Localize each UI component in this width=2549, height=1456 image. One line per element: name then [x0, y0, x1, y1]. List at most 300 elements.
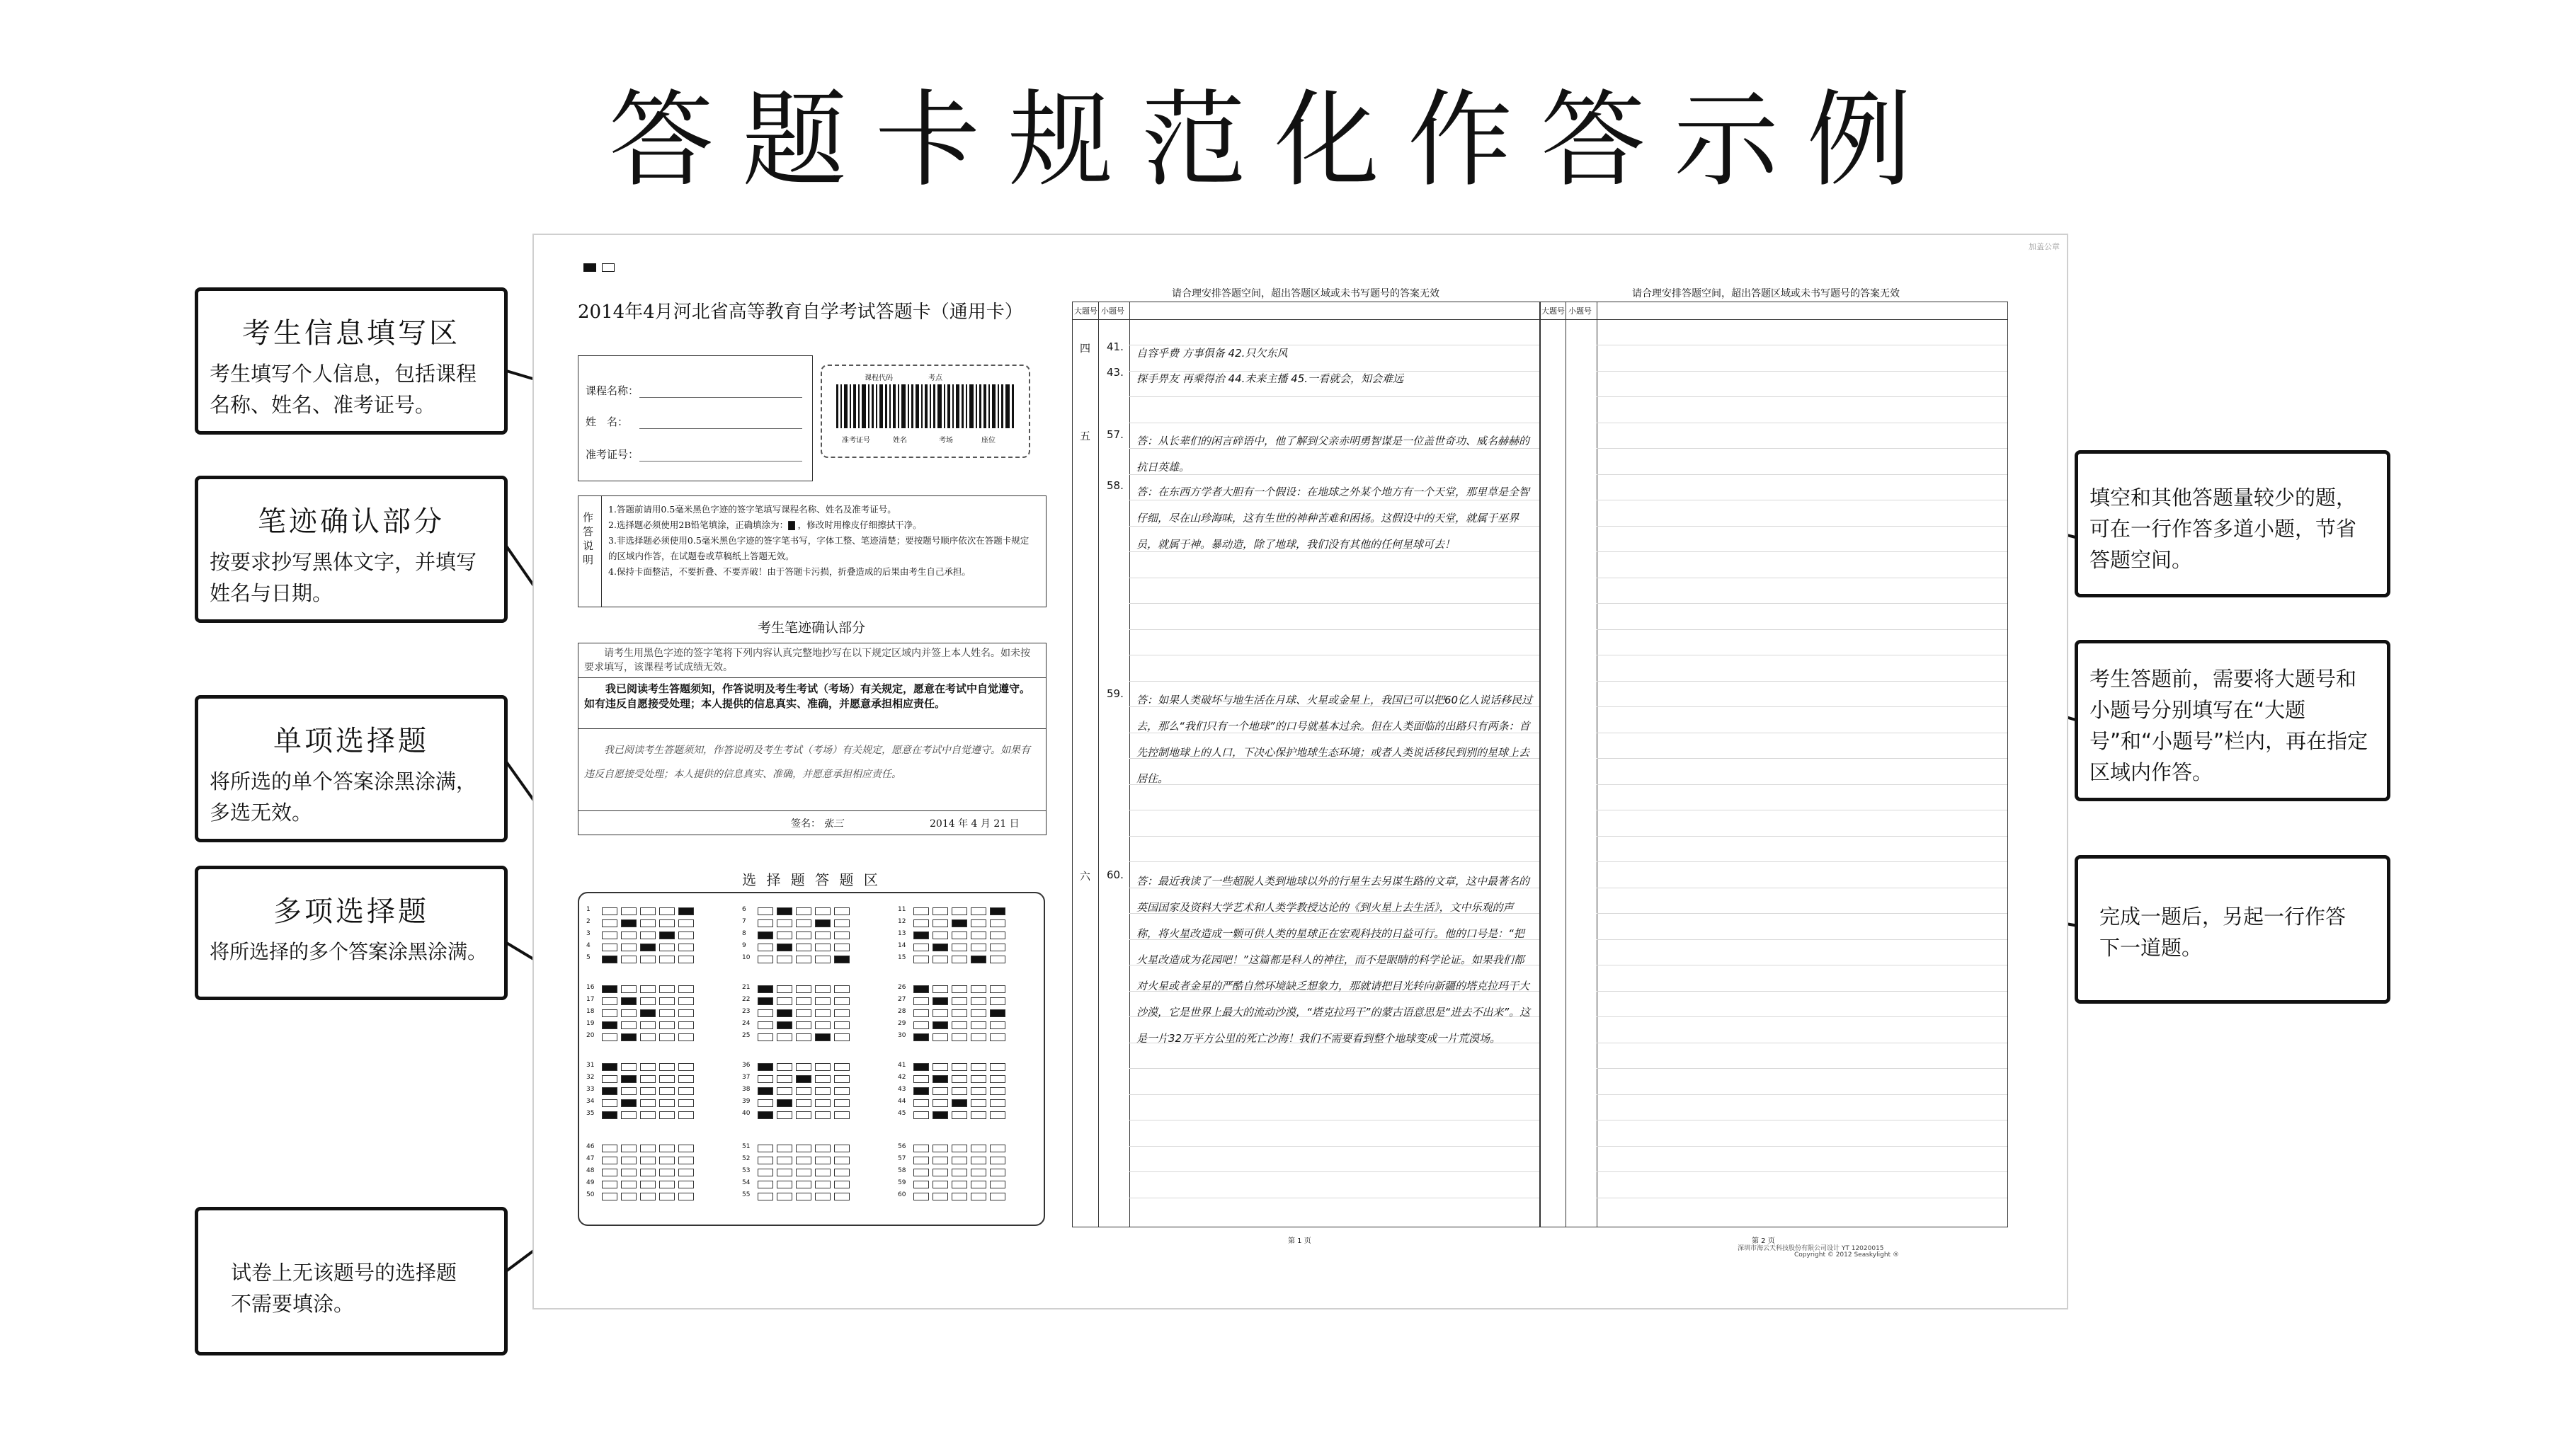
bubble-filled[interactable]	[796, 1075, 811, 1083]
bubble[interactable]	[952, 1169, 967, 1176]
bubble-filled[interactable]	[758, 997, 773, 1005]
bubble[interactable]	[913, 1157, 929, 1164]
bubble[interactable]	[659, 919, 675, 927]
bubble-filled[interactable]	[990, 907, 1005, 915]
bubble-filled[interactable]	[933, 944, 948, 951]
signature-value[interactable]: 张三	[823, 818, 843, 830]
bubble[interactable]	[971, 919, 986, 927]
bubble[interactable]	[777, 1063, 792, 1071]
bubble[interactable]	[971, 1087, 986, 1095]
bubble[interactable]	[621, 907, 637, 915]
bubble[interactable]	[621, 956, 637, 963]
bubble[interactable]	[796, 1009, 811, 1017]
bubble[interactable]	[952, 1063, 967, 1071]
bubble[interactable]	[913, 1099, 929, 1107]
bubble[interactable]	[990, 944, 1005, 951]
bubble[interactable]	[602, 1169, 617, 1176]
bubble[interactable]	[678, 1157, 694, 1164]
bubble[interactable]	[971, 1145, 986, 1152]
answer-text[interactable]: 答：如果人类破坏与地生活在月球、火星或金星上，我国已可以把60亿人说话移民过去，那么“我们只有一个地球”的口号就基本过余。但在人类面临的出路只有两条：首先控制地球上的人口，下决心保护地球生态环境；或者人类说话移民到别的星球上去居住。	[1136, 694, 1533, 785]
bubble-filled[interactable]	[602, 1087, 617, 1095]
bubble[interactable]	[913, 1181, 929, 1188]
bubble[interactable]	[678, 1181, 694, 1188]
bubble-filled[interactable]	[640, 944, 656, 951]
bubble[interactable]	[815, 956, 831, 963]
bubble[interactable]	[913, 1021, 929, 1029]
bubble-filled[interactable]	[621, 1033, 637, 1041]
bubble-filled[interactable]	[602, 956, 617, 963]
bubble[interactable]	[815, 985, 831, 993]
bubble[interactable]	[758, 1181, 773, 1188]
bubble[interactable]	[602, 1075, 617, 1083]
bubble[interactable]	[602, 1099, 617, 1107]
bubble-filled[interactable]	[621, 1099, 637, 1107]
bubble-filled[interactable]	[758, 932, 773, 939]
bubble-filled[interactable]	[913, 1033, 929, 1041]
bubble[interactable]	[621, 1021, 637, 1029]
bubble[interactable]	[640, 1099, 656, 1107]
bubble[interactable]	[678, 919, 694, 927]
bubble[interactable]	[777, 1181, 792, 1188]
bubble[interactable]	[913, 1169, 929, 1176]
bubble[interactable]	[971, 1169, 986, 1176]
bubble[interactable]	[796, 1169, 811, 1176]
bubble[interactable]	[933, 1009, 948, 1017]
bubble[interactable]	[758, 1169, 773, 1176]
bubble[interactable]	[990, 1157, 1005, 1164]
bubble[interactable]	[640, 997, 656, 1005]
bubble[interactable]	[971, 997, 986, 1005]
bubble[interactable]	[777, 956, 792, 963]
bubble[interactable]	[659, 1145, 675, 1152]
bubble[interactable]	[640, 907, 656, 915]
bubble[interactable]	[796, 985, 811, 993]
bubble[interactable]	[777, 1193, 792, 1200]
bubble-filled[interactable]	[621, 1075, 637, 1083]
bubble[interactable]	[834, 1157, 850, 1164]
bubble[interactable]	[834, 1111, 850, 1119]
bubble[interactable]	[659, 1087, 675, 1095]
bubble[interactable]	[796, 1193, 811, 1200]
bubble[interactable]	[834, 932, 850, 939]
bubble[interactable]	[659, 1033, 675, 1041]
bubble[interactable]	[758, 907, 773, 915]
bubble[interactable]	[621, 932, 637, 939]
bubble-filled[interactable]	[913, 1063, 929, 1071]
bubble[interactable]	[933, 956, 948, 963]
bubble[interactable]	[952, 907, 967, 915]
bubble[interactable]	[758, 1157, 773, 1164]
bubble[interactable]	[990, 1021, 1005, 1029]
bubble[interactable]	[678, 1009, 694, 1017]
bubble[interactable]	[796, 1033, 811, 1041]
bubble[interactable]	[990, 1099, 1005, 1107]
bubble[interactable]	[913, 956, 929, 963]
bubble[interactable]	[933, 1033, 948, 1041]
bubble[interactable]	[971, 907, 986, 915]
bubble-filled[interactable]	[913, 1087, 929, 1095]
bubble-filled[interactable]	[640, 1009, 656, 1017]
bubble[interactable]	[777, 919, 792, 927]
bubble[interactable]	[933, 1145, 948, 1152]
bubble[interactable]	[659, 944, 675, 951]
bubble[interactable]	[640, 1075, 656, 1083]
bubble[interactable]	[952, 1033, 967, 1041]
bubble[interactable]	[834, 1075, 850, 1083]
bubble[interactable]	[640, 1169, 656, 1176]
bubble[interactable]	[796, 1099, 811, 1107]
bubble[interactable]	[952, 997, 967, 1005]
bubble[interactable]	[678, 932, 694, 939]
bubble[interactable]	[678, 1099, 694, 1107]
bubble[interactable]	[913, 1111, 929, 1119]
bubble[interactable]	[815, 1145, 831, 1152]
bubble[interactable]	[933, 919, 948, 927]
bubble[interactable]	[621, 1169, 637, 1176]
bubble[interactable]	[640, 956, 656, 963]
bubble[interactable]	[640, 1111, 656, 1119]
bubble[interactable]	[990, 919, 1005, 927]
bubble-filled[interactable]	[990, 1009, 1005, 1017]
bubble[interactable]	[952, 1181, 967, 1188]
bubble[interactable]	[777, 1145, 792, 1152]
bubble[interactable]	[933, 985, 948, 993]
bubble[interactable]	[777, 932, 792, 939]
bubble[interactable]	[990, 956, 1005, 963]
bubble[interactable]	[815, 1099, 831, 1107]
bubble[interactable]	[640, 932, 656, 939]
bubble[interactable]	[678, 1033, 694, 1041]
bubble[interactable]	[621, 1145, 637, 1152]
bubble[interactable]	[834, 907, 850, 915]
bubble-filled[interactable]	[621, 997, 637, 1005]
bubble[interactable]	[815, 1075, 831, 1083]
bubble[interactable]	[659, 985, 675, 993]
bubble[interactable]	[952, 985, 967, 993]
bubble[interactable]	[815, 1021, 831, 1029]
bubble[interactable]	[971, 1075, 986, 1083]
bubble[interactable]	[640, 985, 656, 993]
bubble[interactable]	[621, 1193, 637, 1200]
bubble[interactable]	[990, 1145, 1005, 1152]
bubble[interactable]	[640, 919, 656, 927]
bubble[interactable]	[952, 1009, 967, 1017]
bubble[interactable]	[834, 1087, 850, 1095]
bubble[interactable]	[796, 1087, 811, 1095]
bubble[interactable]	[815, 1157, 831, 1164]
bubble[interactable]	[602, 997, 617, 1005]
bubble[interactable]	[796, 956, 811, 963]
bubble[interactable]	[602, 1193, 617, 1200]
bubble-filled[interactable]	[834, 956, 850, 963]
bubble[interactable]	[602, 907, 617, 915]
bubble[interactable]	[659, 1181, 675, 1188]
bubble[interactable]	[990, 1087, 1005, 1095]
bubble[interactable]	[815, 1169, 831, 1176]
bubble[interactable]	[758, 1099, 773, 1107]
bubble[interactable]	[602, 1157, 617, 1164]
bubble[interactable]	[933, 932, 948, 939]
bubble[interactable]	[640, 1193, 656, 1200]
bubble[interactable]	[815, 1193, 831, 1200]
bubble-filled[interactable]	[971, 956, 986, 963]
bubble[interactable]	[796, 907, 811, 915]
bubble[interactable]	[640, 1157, 656, 1164]
bubble[interactable]	[834, 1193, 850, 1200]
bubble[interactable]	[659, 1157, 675, 1164]
bubble[interactable]	[815, 1009, 831, 1017]
bubble-filled[interactable]	[621, 919, 637, 927]
bubble[interactable]	[933, 1063, 948, 1071]
bubble[interactable]	[815, 1063, 831, 1071]
answer-text[interactable]: 答：从长辈们的闲言碎语中，他了解到父亲赤明勇智谋是一位盖世奇功、威名赫赫的抗日英雄。	[1136, 435, 1530, 474]
bubble-filled[interactable]	[758, 985, 773, 993]
bubble[interactable]	[913, 997, 929, 1005]
bubble[interactable]	[678, 944, 694, 951]
bubble[interactable]	[971, 1033, 986, 1041]
bubble[interactable]	[777, 1075, 792, 1083]
bubble[interactable]	[834, 919, 850, 927]
bubble[interactable]	[834, 1033, 850, 1041]
bubble[interactable]	[678, 1075, 694, 1083]
bubble-filled[interactable]	[933, 1075, 948, 1083]
bubble[interactable]	[602, 1033, 617, 1041]
bubble[interactable]	[933, 907, 948, 915]
bubble[interactable]	[796, 919, 811, 927]
bubble[interactable]	[796, 997, 811, 1005]
bubble[interactable]	[777, 1157, 792, 1164]
bubble[interactable]	[796, 1181, 811, 1188]
bubble[interactable]	[659, 956, 675, 963]
bubble[interactable]	[777, 985, 792, 993]
bubble[interactable]	[933, 1169, 948, 1176]
bubble[interactable]	[640, 1087, 656, 1095]
bubble-filled[interactable]	[952, 919, 967, 927]
bubble-filled[interactable]	[913, 932, 929, 939]
bubble[interactable]	[621, 1111, 637, 1119]
bubble[interactable]	[777, 1111, 792, 1119]
bubble[interactable]	[990, 1193, 1005, 1200]
bubble[interactable]	[971, 944, 986, 951]
bubble-filled[interactable]	[758, 1111, 773, 1119]
bubble[interactable]	[659, 1009, 675, 1017]
bubble[interactable]	[659, 1021, 675, 1029]
bubble[interactable]	[815, 944, 831, 951]
bubble[interactable]	[758, 1145, 773, 1152]
bubble-filled[interactable]	[659, 932, 675, 939]
bubble[interactable]	[758, 1021, 773, 1029]
bubble[interactable]	[834, 1099, 850, 1107]
bubble[interactable]	[971, 1063, 986, 1071]
handwriting-copy[interactable]: 我已阅读考生答题须知，作答说明及考生考试（考场）有关规定，愿意在考试中自觉遵守。如果有违反自愿接受处理；本人提供的信息真实、准确，并愿意承担相应责任。	[584, 745, 1030, 780]
bubble[interactable]	[796, 932, 811, 939]
bubble[interactable]	[990, 997, 1005, 1005]
bubble[interactable]	[678, 1021, 694, 1029]
bubble[interactable]	[659, 997, 675, 1005]
bubble[interactable]	[659, 1169, 675, 1176]
bubble-filled[interactable]	[777, 1021, 792, 1029]
bubble[interactable]	[815, 1087, 831, 1095]
bubble[interactable]	[602, 944, 617, 951]
bubble[interactable]	[952, 1087, 967, 1095]
bubble[interactable]	[913, 919, 929, 927]
bubble[interactable]	[834, 997, 850, 1005]
bubble[interactable]	[971, 1157, 986, 1164]
course-name-field[interactable]: 课程名称：	[586, 384, 639, 397]
name-field[interactable]: 姓 名：	[586, 415, 629, 428]
bubble-filled[interactable]	[933, 997, 948, 1005]
bubble-filled[interactable]	[777, 1099, 792, 1107]
bubble-filled[interactable]	[777, 944, 792, 951]
bubble[interactable]	[796, 1063, 811, 1071]
answer-text[interactable]: 探手畀友 再乘得治 44.未来主播 45.一看就会，知会难远	[1136, 372, 1404, 385]
bubble[interactable]	[678, 1063, 694, 1071]
bubble[interactable]	[815, 997, 831, 1005]
bubble-filled[interactable]	[602, 1111, 617, 1119]
exam-id-field[interactable]: 准考证号：	[586, 448, 639, 461]
bubble[interactable]	[815, 932, 831, 939]
bubble[interactable]	[659, 1099, 675, 1107]
bubble[interactable]	[834, 1145, 850, 1152]
bubble[interactable]	[990, 932, 1005, 939]
bubble[interactable]	[990, 1111, 1005, 1119]
bubble-filled[interactable]	[815, 919, 831, 927]
bubble[interactable]	[758, 919, 773, 927]
bubble[interactable]	[971, 1009, 986, 1017]
bubble[interactable]	[952, 956, 967, 963]
answer-column-2[interactable]	[1539, 302, 2008, 1227]
bubble[interactable]	[777, 1087, 792, 1095]
bubble-filled[interactable]	[777, 1009, 792, 1017]
bubble[interactable]	[815, 907, 831, 915]
bubble[interactable]	[678, 985, 694, 993]
bubble[interactable]	[796, 1021, 811, 1029]
bubble[interactable]	[933, 1181, 948, 1188]
bubble[interactable]	[971, 1111, 986, 1119]
bubble-filled[interactable]	[602, 1063, 617, 1071]
bubble[interactable]	[933, 1157, 948, 1164]
bubble[interactable]	[678, 1145, 694, 1152]
bubble[interactable]	[758, 1033, 773, 1041]
bubble[interactable]	[971, 1193, 986, 1200]
bubble[interactable]	[913, 907, 929, 915]
bubble[interactable]	[621, 1063, 637, 1071]
bubble[interactable]	[678, 956, 694, 963]
bubble[interactable]	[640, 1063, 656, 1071]
bubble-filled[interactable]	[933, 1111, 948, 1119]
bubble-filled[interactable]	[602, 1021, 617, 1029]
bubble[interactable]	[971, 932, 986, 939]
bubble[interactable]	[913, 1009, 929, 1017]
bubble[interactable]	[834, 1169, 850, 1176]
bubble-filled[interactable]	[758, 1087, 773, 1095]
bubble[interactable]	[913, 944, 929, 951]
bubble[interactable]	[834, 1009, 850, 1017]
bubble[interactable]	[640, 1021, 656, 1029]
bubble[interactable]	[971, 985, 986, 993]
bubble[interactable]	[952, 1111, 967, 1119]
bubble[interactable]	[602, 1009, 617, 1017]
bubble[interactable]	[990, 1169, 1005, 1176]
answer-text[interactable]: 答：最近我读了一些超脱人类到地球以外的行星生去另谋生路的文章，这中最著名的英国国家及资料大学艺术和人类学教授达论的《到火星上去生活》，文中乐观的声称，将火星改造成一颗可供人类的星球正在宏观科技的日益可行。他的口号是：“把火星改造成为花园吧！”这篇都是科人的神往，而不是眼睛的科学论证。如果我们都对火星或者金星的严酷自然环境缺乏想象力，那就请把目光转向新疆的塔克拉玛干大沙漠，它是世界上最大的流动沙漠，“塔克拉玛干”的蒙古语意思是“进去不出来”。这是一片32万平方公里的死亡沙海！我们不需要看到整个地球变成一片荒漠场。	[1136, 875, 1531, 1045]
bubble[interactable]	[952, 1021, 967, 1029]
bubble[interactable]	[971, 1099, 986, 1107]
answer-column-1[interactable]	[1072, 302, 1541, 1227]
bubble[interactable]	[971, 1181, 986, 1188]
answer-text[interactable]: 答：在东西方学者大胆有一个假设：在地球之外某个地方有一个天堂，那里草是全智仔细，尽在山珍海味，这有生世的神种苦难和困扬。这假设中的天堂，就属于巫界员，就属于神。暴动造，除了地球，我们没有其他的任何星球可去！	[1136, 486, 1530, 551]
bubble[interactable]	[659, 1193, 675, 1200]
bubble[interactable]	[815, 1181, 831, 1188]
bubble[interactable]	[834, 1181, 850, 1188]
bubble[interactable]	[621, 1181, 637, 1188]
bubble-filled[interactable]	[777, 907, 792, 915]
bubble[interactable]	[678, 1169, 694, 1176]
bubble[interactable]	[678, 997, 694, 1005]
bubble[interactable]	[659, 907, 675, 915]
bubble[interactable]	[678, 1087, 694, 1095]
bubble-filled[interactable]	[758, 1063, 773, 1071]
bubble[interactable]	[933, 1193, 948, 1200]
bubble[interactable]	[952, 944, 967, 951]
bubble[interactable]	[777, 1033, 792, 1041]
bubble[interactable]	[990, 1181, 1005, 1188]
bubble[interactable]	[796, 944, 811, 951]
bubble[interactable]	[621, 1157, 637, 1164]
bubble[interactable]	[952, 1145, 967, 1152]
bubble[interactable]	[834, 944, 850, 951]
bubble[interactable]	[621, 1009, 637, 1017]
bubble[interactable]	[990, 1075, 1005, 1083]
bubble[interactable]	[758, 944, 773, 951]
bubble[interactable]	[952, 1157, 967, 1164]
bubble[interactable]	[602, 1181, 617, 1188]
bubble[interactable]	[621, 985, 637, 993]
bubble-filled[interactable]	[913, 985, 929, 993]
bubble[interactable]	[659, 1111, 675, 1119]
bubble[interactable]	[990, 1063, 1005, 1071]
bubble[interactable]	[777, 997, 792, 1005]
bubble-filled[interactable]	[933, 1021, 948, 1029]
bubble[interactable]	[834, 985, 850, 993]
bubble[interactable]	[678, 1111, 694, 1119]
bubble[interactable]	[796, 1157, 811, 1164]
bubble[interactable]	[758, 956, 773, 963]
bubble[interactable]	[971, 1021, 986, 1029]
bubble-filled[interactable]	[815, 1033, 831, 1041]
bubble[interactable]	[621, 1087, 637, 1095]
bubble[interactable]	[640, 1033, 656, 1041]
bubble[interactable]	[777, 1169, 792, 1176]
bubble[interactable]	[990, 1033, 1005, 1041]
bubble[interactable]	[678, 1193, 694, 1200]
bubble[interactable]	[913, 1193, 929, 1200]
bubble[interactable]	[913, 1145, 929, 1152]
bubble[interactable]	[640, 1145, 656, 1152]
bubble[interactable]	[834, 1063, 850, 1071]
bubble[interactable]	[952, 1193, 967, 1200]
bubble[interactable]	[990, 985, 1005, 993]
bubble[interactable]	[796, 1145, 811, 1152]
bubble[interactable]	[602, 932, 617, 939]
bubble-filled[interactable]	[678, 907, 694, 915]
bubble[interactable]	[621, 944, 637, 951]
bubble[interactable]	[952, 1075, 967, 1083]
bubble[interactable]	[815, 1111, 831, 1119]
bubble[interactable]	[834, 1021, 850, 1029]
bubble[interactable]	[758, 1193, 773, 1200]
answer-text[interactable]: 自容乎费 方事俱备 42.只欠东风	[1136, 347, 1288, 360]
bubble[interactable]	[640, 1181, 656, 1188]
